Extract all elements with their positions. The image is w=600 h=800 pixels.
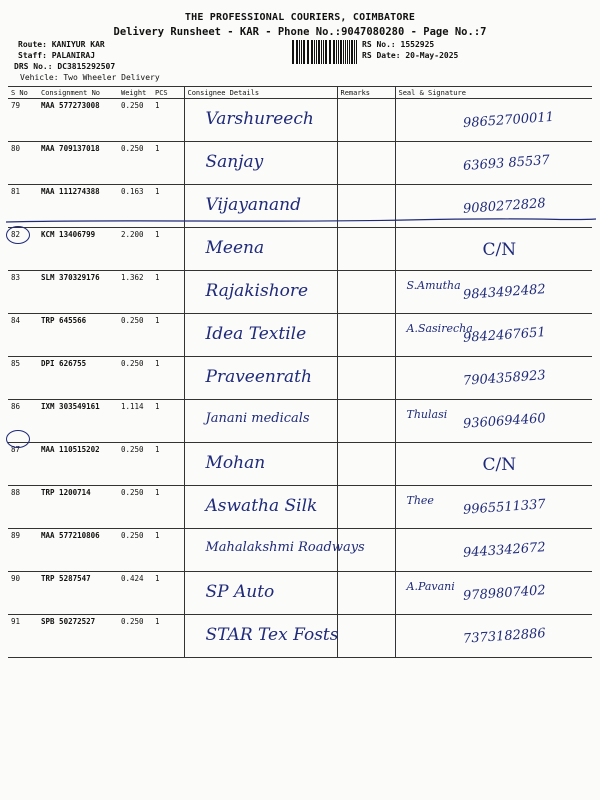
- table-row: [8, 228, 592, 271]
- signature-area: [399, 144, 590, 182]
- row-pcs: 1: [152, 357, 184, 400]
- col-seal-signature: Seal & Signature: [395, 87, 592, 99]
- signature-phone: 9443342672: [462, 540, 546, 561]
- row-consignment-no: MAA 577210806: [38, 529, 118, 572]
- row-signature-cell: [395, 529, 592, 572]
- row-signature-cell: [395, 142, 592, 185]
- table-header-row: [8, 87, 592, 99]
- row-signature-cell: [395, 314, 592, 357]
- handwritten-underline: [6, 217, 596, 225]
- row-consignment-no: TRP 1200714: [38, 486, 118, 529]
- row-sno: 85: [8, 357, 38, 400]
- row-consignment-no: TRP 5287547: [38, 572, 118, 615]
- table-row: [8, 400, 592, 443]
- row-sno: 89: [8, 529, 38, 572]
- row-sno: 86: [8, 400, 38, 443]
- signature-area: [399, 101, 590, 139]
- row-pcs: 1: [152, 185, 184, 228]
- barcode-bar: [345, 40, 346, 64]
- row-pcs: 1: [152, 400, 184, 443]
- table-row: [8, 572, 592, 615]
- row-consignment-no: DPI 626755: [38, 357, 118, 400]
- signature-phone: 7373182886: [462, 626, 546, 647]
- row-consignee-cell: [184, 572, 337, 615]
- row-consignee-handwriting: Varshureech: [205, 109, 314, 129]
- row-consignee-cell: [184, 99, 337, 142]
- row-weight: 0.250: [118, 529, 152, 572]
- signature-phone: 63693 85537: [462, 152, 550, 175]
- row-pcs: 1: [152, 443, 184, 486]
- row-consignment-no: SPB 50272527: [38, 615, 118, 658]
- row-sno: 81: [8, 185, 38, 228]
- row-consignee-handwriting: Praveenrath: [205, 367, 312, 387]
- row-weight: 0.250: [118, 99, 152, 142]
- row-weight: 1.362: [118, 271, 152, 314]
- row-signature-cell: [395, 400, 592, 443]
- table-row: [8, 529, 592, 572]
- row-consignee-cell: [184, 400, 337, 443]
- vehicle-label: Vehicle: Two Wheeler Delivery: [20, 73, 160, 82]
- signature-phone: 7904358923: [462, 368, 546, 389]
- row-signature-cell: [395, 572, 592, 615]
- row-weight: 0.250: [118, 357, 152, 400]
- signature-phone: 98652700011: [462, 109, 554, 132]
- circle-mark-82: [6, 226, 30, 244]
- row-consignee-handwriting: SP Auto: [205, 582, 275, 602]
- row-consignment-no: MAA 709137018: [38, 142, 118, 185]
- row-signature-cell: [395, 228, 592, 271]
- col-consignment: Consignment No: [38, 87, 118, 99]
- row-signature-cell: [395, 486, 592, 529]
- signature-cn-mark: C/N: [482, 240, 517, 260]
- row-consignee-handwriting: Aswatha Silk: [205, 496, 318, 516]
- signature-phone: 9843492482: [462, 282, 546, 303]
- row-consignee-cell: [184, 314, 337, 357]
- staff-label: Staff: PALANIRAJ: [18, 51, 96, 60]
- signature-name: A.Sasirecha: [406, 322, 473, 335]
- row-consignee-cell: [184, 271, 337, 314]
- row-sno: 87: [8, 443, 38, 486]
- signature-area: [399, 617, 590, 655]
- row-consignee-cell: [184, 529, 365, 572]
- row-consignee-handwriting: STAR Tex Fosts: [205, 625, 339, 645]
- table-row: [8, 271, 592, 314]
- row-pcs: 1: [152, 529, 184, 572]
- row-weight: 0.424: [118, 572, 152, 615]
- barcode-bar: [312, 40, 313, 64]
- signature-phone: 9080272828: [462, 196, 546, 217]
- table-row: [8, 615, 592, 658]
- row-pcs: 1: [152, 228, 184, 271]
- row-weight: 0.250: [118, 615, 152, 658]
- row-signature-cell: [395, 271, 592, 314]
- table-row: [8, 357, 592, 400]
- col-pcs: PCS: [152, 87, 184, 99]
- row-consignment-no: MAA 111274388: [38, 185, 118, 228]
- col-consignee: Consignee Details: [184, 87, 337, 99]
- row-weight: 0.163: [118, 185, 152, 228]
- row-weight: 1.114: [118, 400, 152, 443]
- signature-area: [399, 316, 590, 354]
- row-weight: 0.250: [118, 443, 152, 486]
- row-remarks: [337, 572, 395, 615]
- signature-area: [399, 574, 590, 612]
- row-consignee-handwriting: Mohan: [205, 453, 266, 473]
- barcode-bar: [299, 40, 300, 64]
- row-sno: 84: [8, 314, 38, 357]
- row-consignment-no: TRP 645566: [38, 314, 118, 357]
- row-weight: 0.250: [118, 486, 152, 529]
- row-sno: 91: [8, 615, 38, 658]
- row-remarks: [337, 99, 395, 142]
- row-consignee-cell: [184, 357, 337, 400]
- signature-name: Thulasi: [406, 408, 448, 421]
- row-weight: 0.250: [118, 142, 152, 185]
- row-signature-cell: [395, 443, 592, 486]
- row-consignee-cell: [184, 228, 337, 271]
- signature-area: [399, 230, 590, 268]
- col-sno: S No: [8, 87, 38, 99]
- row-pcs: 1: [152, 486, 184, 529]
- row-remarks: [337, 228, 395, 271]
- signature-phone: 9789807402: [462, 583, 546, 604]
- signature-area: [399, 488, 590, 526]
- row-consignment-no: KCM 13406799: [38, 228, 118, 271]
- row-sno: 88: [8, 486, 38, 529]
- rs-date: RS Date: 20-May-2025: [362, 51, 459, 60]
- signature-phone: 9842467651: [462, 325, 546, 346]
- table-row: [8, 486, 592, 529]
- row-remarks: [337, 615, 395, 658]
- drs-number: DRS No.: DC3815292507: [14, 62, 116, 71]
- row-pcs: 1: [152, 314, 184, 357]
- runsheet-subtitle: Delivery Runsheet - KAR - Phone No.:9047080280 - Page No.:7: [113, 26, 487, 38]
- signature-area: [399, 531, 590, 569]
- company-title: THE PROFESSIONAL COURIERS, COIMBATORE: [184, 12, 416, 23]
- row-pcs: 1: [152, 271, 184, 314]
- row-remarks: [337, 400, 395, 443]
- row-consignee-handwriting: Mahalakshmi Roadways: [205, 540, 365, 555]
- circle-mark-87: [6, 430, 30, 448]
- signature-name: Thee: [406, 494, 434, 507]
- row-pcs: 1: [152, 615, 184, 658]
- row-remarks: [337, 271, 395, 314]
- row-consignee-cell: [184, 443, 337, 486]
- row-weight: 2.200: [118, 228, 152, 271]
- table-row: [8, 314, 592, 357]
- row-remarks: [337, 357, 395, 400]
- row-weight: 0.250: [118, 314, 152, 357]
- row-consignee-handwriting: Vijayanand: [205, 195, 301, 215]
- row-consignee-handwriting: Sanjay: [205, 152, 264, 172]
- row-consignee-handwriting: Janani medicals: [205, 411, 310, 426]
- table-row: [8, 142, 592, 185]
- row-remarks: [337, 486, 395, 529]
- col-weight: Weight: [118, 87, 152, 99]
- row-consignee-handwriting: Idea Textile: [205, 324, 307, 344]
- signature-area: [399, 402, 590, 440]
- signature-phone: 9360694460: [462, 411, 546, 432]
- row-consignment-no: IXM 303549161: [38, 400, 118, 443]
- row-consignee-cell: [184, 486, 337, 529]
- row-pcs: 1: [152, 99, 184, 142]
- row-signature-cell: [395, 357, 592, 400]
- row-sno: 82: [8, 228, 38, 271]
- row-consignee-cell: [184, 142, 337, 185]
- row-consignee-cell: [184, 615, 337, 658]
- route-label: Route: KANIYUR KAR: [18, 40, 105, 49]
- signature-name: A.Pavani: [406, 580, 455, 593]
- row-consignment-no: MAA 577273008: [38, 99, 118, 142]
- row-consignee-handwriting: Meena: [205, 238, 265, 258]
- signature-phone: 9965511337: [462, 497, 546, 518]
- row-signature-cell: [395, 99, 592, 142]
- row-consignment-no: MAA 110515202: [38, 443, 118, 486]
- row-sno: 80: [8, 142, 38, 185]
- col-remarks: Remarks: [337, 87, 395, 99]
- row-sno: 79: [8, 99, 38, 142]
- barcode: [292, 40, 358, 64]
- runsheet-table: [8, 86, 592, 658]
- row-remarks: [337, 443, 395, 486]
- row-consignee-handwriting: Rajakishore: [205, 281, 309, 301]
- row-pcs: 1: [152, 572, 184, 615]
- row-remarks: [337, 314, 395, 357]
- table-row: [8, 99, 592, 142]
- table-row: [8, 443, 592, 486]
- row-remarks: [337, 142, 395, 185]
- signature-cn-mark: C/N: [482, 455, 517, 475]
- rs-number: RS No.: 1552925: [362, 40, 435, 49]
- signature-area: [399, 359, 590, 397]
- row-consignment-no: SLM 370329176: [38, 271, 118, 314]
- signature-name: S.Amutha: [406, 279, 461, 292]
- row-sno: 90: [8, 572, 38, 615]
- signature-area: [399, 445, 590, 483]
- row-sno: 83: [8, 271, 38, 314]
- barcode-bar: [326, 40, 327, 64]
- row-signature-cell: [395, 615, 592, 658]
- signature-area: [399, 273, 590, 311]
- row-pcs: 1: [152, 142, 184, 185]
